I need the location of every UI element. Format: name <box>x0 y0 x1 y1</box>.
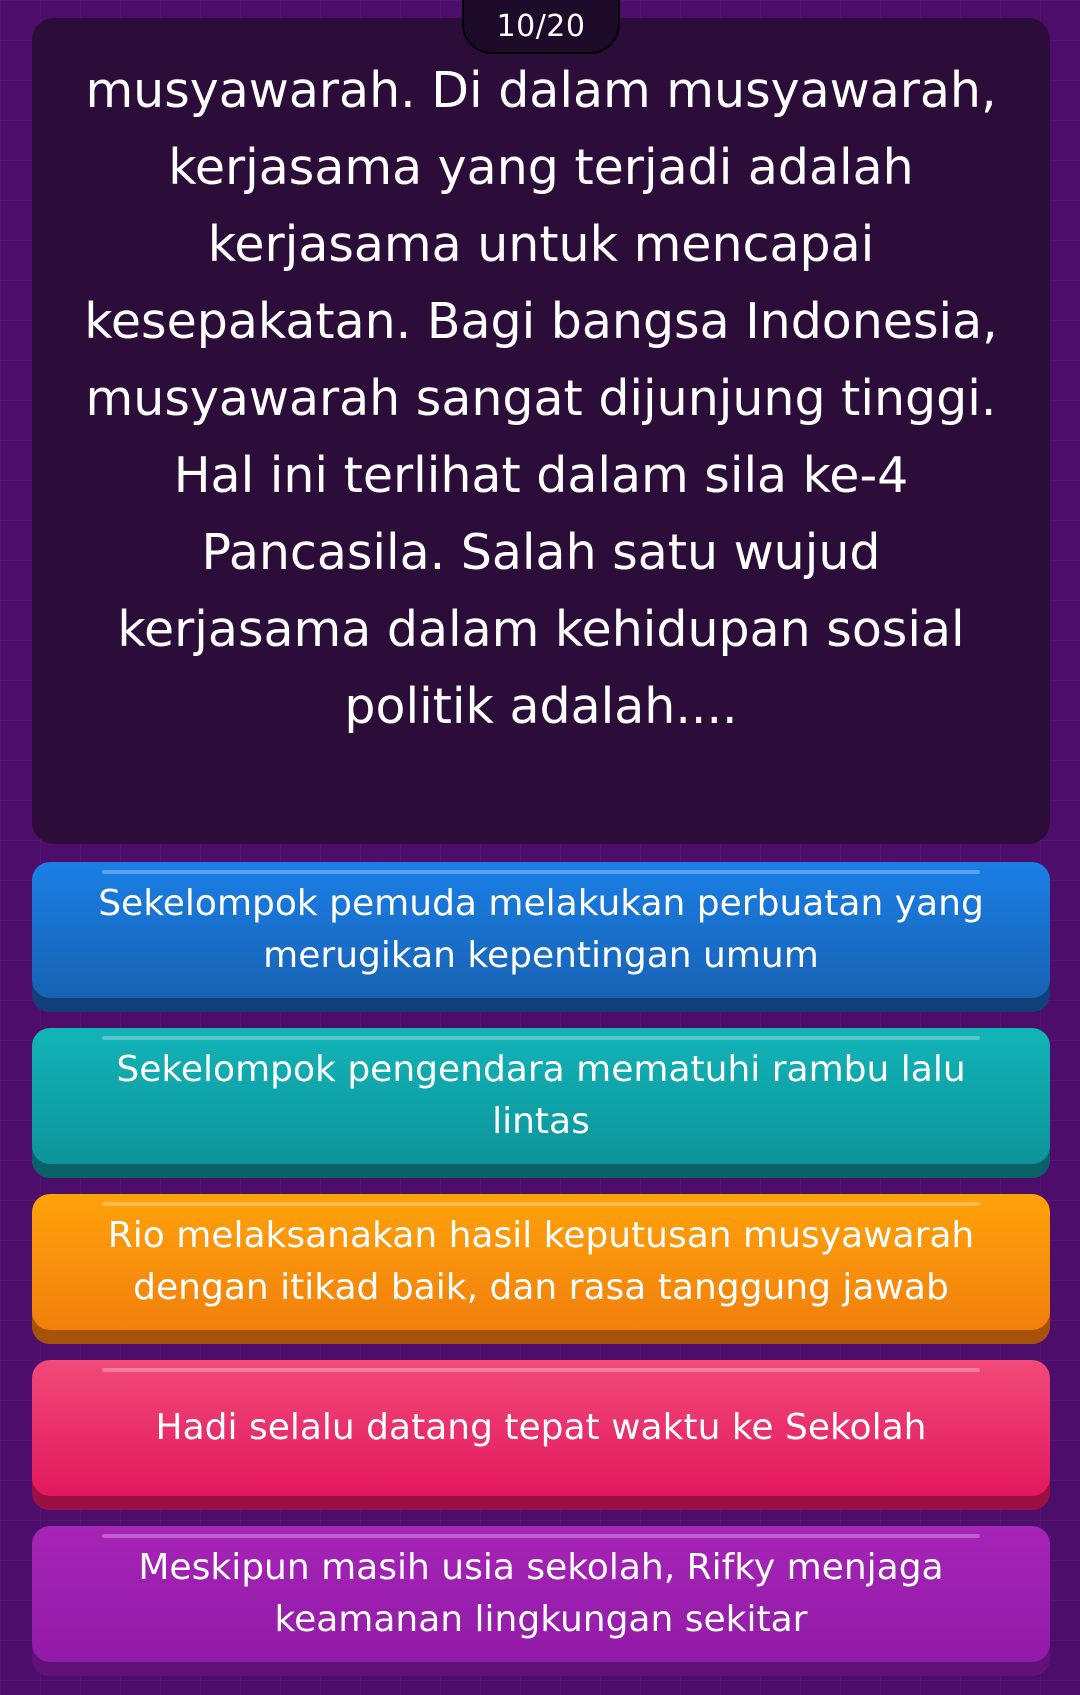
answer-option-3[interactable] <box>32 1194 1050 1344</box>
answer-option-5-label: Meskipun masih usia sekolah, Rifky menjaga keamanan lingkungan sekitar <box>138 1547 944 1640</box>
question-text: musyawarah. Di dalam musyawarah, kerjasama yang terjadi adalah kerjasama untuk mencapai kesepakatan. Bagi bangsa Indonesia, musyawarah sangat dijunjung tinggi. Hal ini terlihat dalam sila ke-4 Pancasila. Salah satu wujud kerjasama dalam kehidupan sosial politik adalah.... <box>84 62 998 735</box>
question-card <box>32 18 1050 844</box>
answer-option-4[interactable] <box>32 1360 1050 1510</box>
answer-option-1-label: Sekelompok pemuda melakukan perbuatan yang merugikan kepentingan umum <box>98 883 984 976</box>
answer-option-3-label: Rio melaksanakan hasil keputusan musyawarah dengan itikad baik, dan rasa tanggung jawab <box>107 1215 975 1308</box>
answer-option-4-label: Hadi selalu datang tepat waktu ke Sekolah <box>155 1407 927 1448</box>
answer-option-2[interactable] <box>32 1028 1050 1178</box>
question-counter <box>462 0 620 54</box>
answer-option-5[interactable] <box>32 1526 1050 1676</box>
question-counter-label: 10/20 <box>496 8 586 44</box>
answer-options <box>32 862 1050 1692</box>
answer-option-2-label: Sekelompok pengendara mematuhi rambu lalu lintas <box>116 1049 966 1142</box>
answer-option-1[interactable] <box>32 862 1050 1012</box>
